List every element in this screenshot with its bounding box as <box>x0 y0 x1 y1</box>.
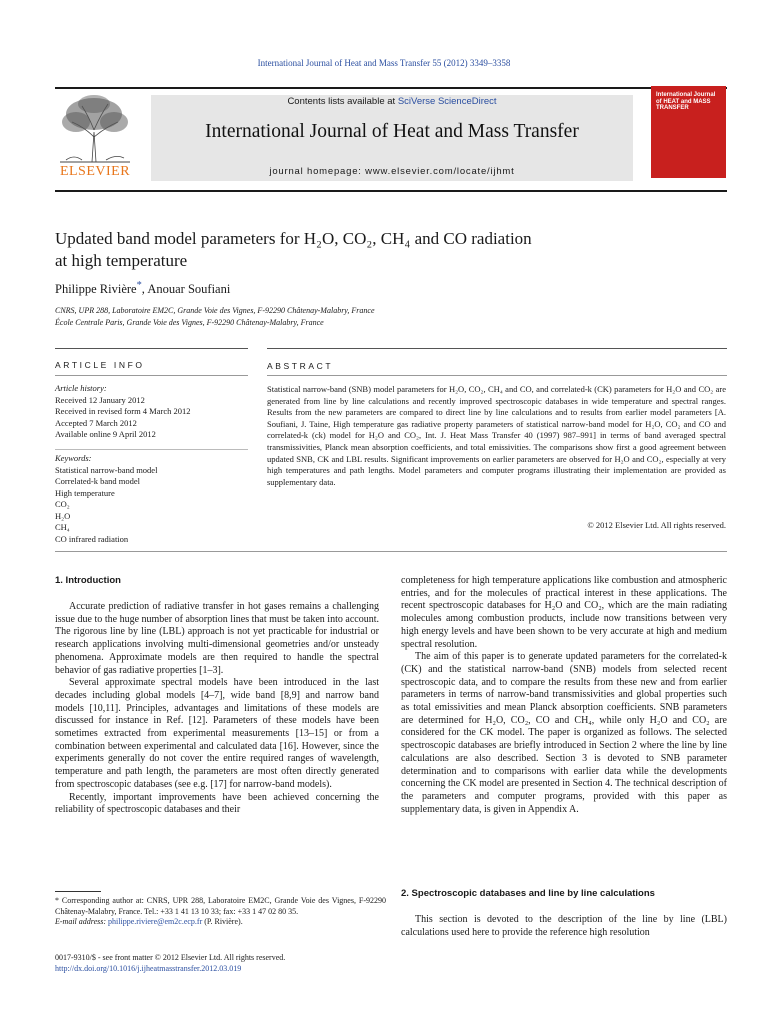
info-rule <box>55 375 248 376</box>
sciencedirect-link[interactable]: SciVerse ScienceDirect <box>397 96 497 107</box>
email-link[interactable]: philippe.riviere@em2c.ecp.fr <box>108 917 203 926</box>
left-column <box>55 601 379 817</box>
keyword[interactable]: Statistical narrow-band model <box>55 464 158 475</box>
abstract-end-rule <box>55 551 727 552</box>
header-rule <box>55 87 727 89</box>
keyword[interactable]: CH₄ <box>55 522 70 532</box>
footnote <box>55 896 386 928</box>
affiliation: CNRS, UPR 288, Laboratoire EM2C, Grande Voie des Vignes, F-92290 Châtenay-Malabry, France <box>55 306 375 315</box>
body-paragraph: completeness for high temperature applications like combustion and atmospheric entries, and for the molecules of practical interest in these applications. The recent spectroscopic databases for H₂O and CO₂, which are the main radiating molecules among combustion products, include now transitions between very high energy levels and have been shown to be very accurate at high and medium spectral resolution. <box>401 575 727 650</box>
corresponding-author-mark[interactable]: * <box>136 280 142 291</box>
section-heading-databases: 2. Spectroscopic databases and line by line calculations <box>401 888 655 899</box>
abstract-heading: ABSTRACT <box>267 361 334 371</box>
article-info-heading: ARTICLE INFO <box>55 360 145 370</box>
article-title <box>55 228 675 272</box>
affiliation: École Centrale Paris, Grande Voie des Vignes, F-92290 Châtenay-Malabry, France <box>55 318 324 327</box>
body-paragraph: Several approximate spectral models have been introduced in the last decades including global models [4–7], wide band [8,9] and narrow band models [10,11]. Principles, advantages and limitations of these models are discussed for instance in Ref. [12]. Parameters of these models have been sometimes extracted from experimental measurements [13–15] or from a combination between experimental and calculated data [16]. However, since the experiments generally do not cover the entire required ranges of wavelength, temperature and path length, the parameters are most often directly generated from spectroscopic databases (see e.g. [17] for narrow-band models). <box>55 677 379 790</box>
copyright: © 2012 Elsevier Ltd. All rights reserved. <box>587 520 726 530</box>
history-item: Available online 9 April 2012 <box>55 429 156 439</box>
info-rule <box>55 449 248 450</box>
keywords-label: Keywords: <box>55 453 92 463</box>
journal-cover-image <box>651 86 726 178</box>
history-item: Received in revised form 4 March 2012 <box>55 406 191 416</box>
body-paragraph: Accurate prediction of radiative transfer in hot gases remains a challenging issue due to the huge number of absorption lines that must be taken into account. The rigorous line by line (LBL) approach is not yet practicable for industrial or research applications involving multi-dimensional geometries and/or unsteady phenomena. Approximate models are then required to handle the spectral behavior of gas radiative properties [1–3]. <box>55 601 379 676</box>
corresponding-author-note: * Corresponding author at: CNRS, UPR 288, Laboratoire EM2C, Grande Voie des Vignes, F-92290 Châtenay-Malabry, France. Tel.: +33 1 41 13 10 33; fax: +33 1 47 02 80 35. <box>55 896 386 916</box>
cover-text: International Journal of HEAT and MASS TRANSFER <box>656 92 716 111</box>
right-column <box>401 575 727 816</box>
keyword[interactable]: Correlated-k band model <box>55 476 140 486</box>
abstract-text: Statistical narrow-band (SNB) model parameters for H₂O, CO₂, CH₄ and CO, and correlated-k (CK) parameters for H₂O and CO₂ are generated from line by line calculations and recently improved spectroscopic databases in wide temperature and spectral ranges. Results from the new parameters are compared to direct line by line calculations and to results from earlier model parameters [A. Soufiani, J. Taine, High temperature gas radiative property parameters of statistical narrow-band model for H₂O, CO₂ and CO and correlated-k (ck) model for H₂O and CO₂, Int. J. Heat Mass Transfer 40 (1997) 987–991] in terms of band averaged spectral transmissivities, Planck mean absorption coefficients, and total emissivities. The comparisons show first a good agreement between updated SNB, CK and LBL results. Significant improvements on earlier parameters are observed for H₂O and CO₂, especially at very high temperatures and path lengths. Model parameters and computer programs illustrating their implementation are provided as supplementary data. <box>267 384 726 487</box>
article-title-line1: Updated band model parameters for H₂O, CO₂, CH₄ and CO radiation <box>55 229 532 248</box>
author-separator: , <box>141 282 148 297</box>
journal-title: International Journal of Heat and Mass Transfer <box>205 121 579 142</box>
contents-line <box>151 96 633 107</box>
body-paragraph: This section is devoted to the description of the line by line (LBL) calculations used here to provide the reference high resolution <box>401 914 727 938</box>
journal-homepage[interactable]: journal homepage: www.elsevier.com/locate/ijhmt <box>269 166 515 177</box>
doi-link[interactable]: http://dx.doi.org/10.1016/j.ijheatmasstransfer.2012.03.019 <box>55 963 242 973</box>
email-suffix: (P. Rivière). <box>202 917 243 926</box>
body-paragraph: Recently, important improvements have been achieved concerning the reliability of spectroscopic databases and their <box>55 791 379 816</box>
keyword[interactable]: H₂O <box>55 510 71 521</box>
email-line <box>55 917 386 928</box>
front-matter <box>55 953 285 974</box>
author-list <box>55 280 230 297</box>
keyword[interactable]: CO₂ <box>55 499 70 509</box>
elsevier-wordmark: ELSEVIER <box>59 164 131 179</box>
body-paragraph: The aim of this paper is to generate updated parameters for the correlated-k (CK) and the statistical narrow-band (SNB) models from selected recent spectroscopic data, and to compare the results from these new and from earlier parameters in terms of narrow-band transmissivities and global properties such as total emissivities and mean Planck absorption coefficients. SNB parameters are determined for H₂O, CO₂, CO and CH₄, while only H₂O and CO₂ are considered for the CK model. The paper is organized as follows. The selected spectroscopic databases are briefly introduced in Section 2 where the line by line calculations are also described. Section 3 is devoted to SNB parameter determination and to comparisons with earlier data while the developments concerning the CK model are presented in Section 4. The technical description of the parameters and computer programs, provided with this paper as supplementary data, is given in Appendix A. <box>401 651 727 815</box>
keyword[interactable]: High temperature <box>55 487 115 498</box>
abstract-rule <box>267 375 727 376</box>
author-name: Philippe Rivière <box>55 282 137 297</box>
history-item: Accepted 7 March 2012 <box>55 417 137 428</box>
email-label: E-mail address: <box>55 917 109 926</box>
info-rule <box>55 348 248 349</box>
running-header[interactable]: International Journal of Heat and Mass Transfer 55 (2012) 3349–3358 <box>257 58 511 68</box>
keywords <box>55 453 157 545</box>
section-heading-introduction: 1. Introduction <box>55 575 121 586</box>
right-column-continued <box>401 914 727 939</box>
keyword[interactable]: CO infrared radiation <box>55 533 129 544</box>
issn-line: 0017-9310/$ - see front matter © 2012 Elsevier Ltd. All rights reserved. <box>55 953 286 962</box>
article-history <box>55 383 191 441</box>
abstract-rule <box>267 348 727 349</box>
contents-prefix: Contents lists available at <box>287 96 398 107</box>
history-item: Received 12 January 2012 <box>55 394 145 405</box>
article-title-line2: at high temperature <box>55 251 188 270</box>
masthead-rule <box>55 190 727 192</box>
footnote-rule <box>55 891 101 892</box>
history-label: Article history: <box>55 383 107 393</box>
author-name: Anouar Soufiani <box>147 282 231 297</box>
